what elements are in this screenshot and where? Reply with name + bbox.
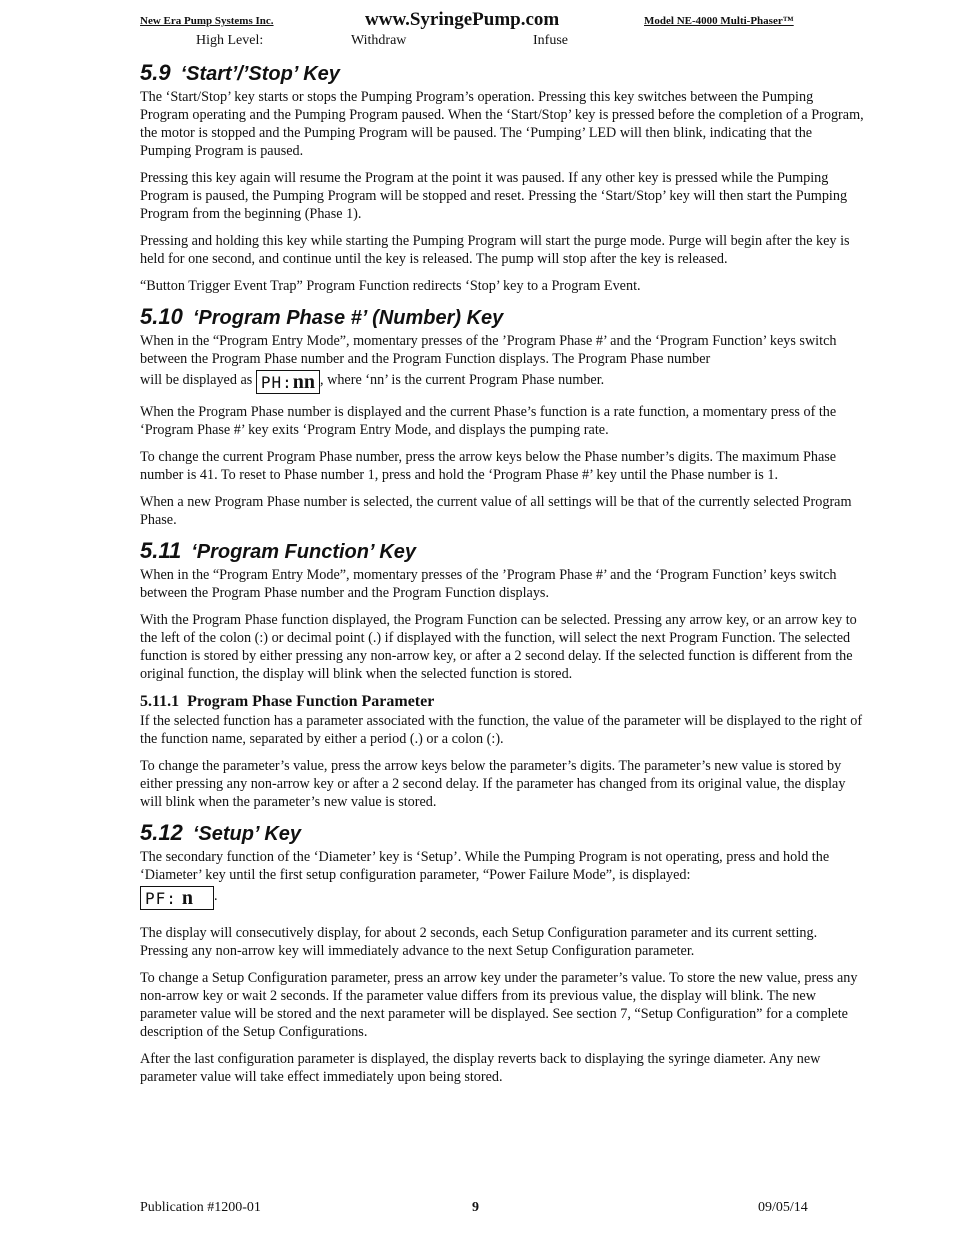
paragraph: To change a Setup Configuration parameter, press an arrow key under the parameter’s value. To store the new value, press any non-arrow key or wait 2 seconds. If the parameter value differs from its previous value, the display will blink. The new parameter value will be stored and the next parameter will be displayed. See section 7, “Setup Configuration” for a complete description of the Setup Configurations. [140, 970, 858, 1040]
section-5-10 [140, 304, 864, 529]
section-5-11 [140, 538, 864, 811]
inline-text: will be displayed as [140, 372, 253, 388]
section-title: ‘Program Phase #’ (Number) Key [192, 307, 504, 329]
section-title: ‘Program Function’ Key [191, 541, 417, 563]
lcd-display-power-failure [140, 886, 214, 910]
paragraph: The ‘Start/Stop’ key starts or stops the Pumping Program’s operation. Pressing this key switches between the Pumping Program operating and the Pumping Program paused. When the ‘Start/Stop’ key is pressed before the completion of a Program, the motor is stopped and the Pumping Program will be paused. The ‘Pumping’ LED will then blink, indicating that the Pumping Program is paused. [140, 89, 864, 159]
page-content [140, 58, 864, 1095]
section-title: ‘Start’/’Stop’ Key [180, 63, 340, 85]
header-website: www.SyringePump.com [365, 9, 560, 30]
footer-date: 09/05/14 [758, 1200, 808, 1215]
section-heading [140, 304, 864, 331]
paragraph: The display will consecutively display, for about 2 seconds, each Setup Configuration parameter and its current setting. Pressing any non-arrow key will immediately advance to the next Setup Configuration parameter. [140, 925, 818, 959]
section-number: 5.11 [140, 538, 182, 563]
paragraph: When a new Program Phase number is selected, the current value of all settings will be that of the currently selected Program Phase. [140, 494, 852, 528]
section-title: ‘Setup’ Key [192, 823, 302, 845]
subsection-heading [140, 692, 864, 712]
header-company: New Era Pump Systems Inc. [140, 15, 274, 27]
subsection-number: 5.11.1 [140, 693, 180, 710]
paragraph: To change the current Program Phase number, press the arrow keys below the Phase number’s digits. The maximum Phase number is 41. To reset to Phase number 1, press and hold the ‘Program Phase #’ key until the Phase number is 1. [140, 449, 837, 483]
paragraph: Pressing this key again will resume the Program at the point it was paused. If any other key is pressed while the Pumping Program is paused, the Pumping Program will be stopped and reset. Pressing the ‘Start/Stop’ key will then start the Pumping Program from the beginning (Phase 1). [140, 170, 848, 222]
paragraph: After the last configuration parameter is displayed, the display reverts back to displaying the syringe diameter. Any new parameter value will take effect immediately upon being stored. [140, 1051, 821, 1085]
header-high-level-label: High Level: [196, 33, 264, 48]
paragraph: When in the “Program Entry Mode”, momentary presses of the ’Program Phase #’ and the ‘Program Function’ keys switch between the Program Phase number and the Program Function displays. The Program Phase number [140, 333, 837, 367]
section-heading [140, 538, 864, 565]
section-heading [140, 820, 864, 847]
paragraph-with-display [140, 370, 864, 394]
header-infuse-label: Infuse [533, 33, 568, 48]
lcd-segment-text: PH: [260, 373, 293, 392]
footer-page-number: 9 [472, 1200, 479, 1215]
section-5-12 [140, 820, 864, 1086]
header-withdraw-label: Withdraw [351, 33, 407, 48]
inline-text: , where ‘nn’ is the current Program Phase number. [320, 372, 605, 388]
section-heading [140, 60, 864, 87]
lcd-segment-text: PF: [145, 889, 177, 908]
header-model: Model NE-4000 Multi-Phaser™ [644, 15, 794, 27]
paragraph: “Button Trigger Event Trap” Program Function redirects ‘Stop’ key to a Program Event. [140, 278, 641, 294]
paragraph: The secondary function of the ‘Diameter’ key is ‘Setup’. While the Pumping Program is not operating, press and hold the ‘Diameter’ key until the first setup configuration parameter, “Power Failure Mode”, is displayed: [140, 849, 830, 883]
section-number: 5.10 [140, 304, 183, 329]
lcd-display-phase [256, 370, 320, 394]
paragraph: When in the “Program Entry Mode”, momentary presses of the ’Program Phase #’ and the ‘Program Function’ keys switch between the Program Phase number and the Program Function displays. [140, 567, 837, 601]
section-number: 5.12 [140, 820, 183, 845]
footer-publication: Publication #1200-01 [140, 1200, 261, 1215]
section-number: 5.9 [140, 60, 171, 85]
paragraph: With the Program Phase function displayed, the Program Function can be selected. Pressing any arrow key, or an arrow key to the left of the colon (:) or decimal point (.) if displayed with the function, will select the next Program Function. The selected function is stored by either pressing any non-arrow key, or after a 2 second delay. If the selected function is different from the original function, the display will blink when the selected function is stored. [140, 612, 857, 682]
subsection-title: Program Phase Function Parameter [187, 693, 435, 710]
lcd-value: nn [292, 371, 315, 393]
paragraph: When the Program Phase number is displayed and the current Phase’s function is a rate function, a momentary press of the ‘Program Phase #’ key exits ‘Program Entry Mode, and displays the pumping rate. [140, 404, 837, 438]
paragraph: To change the parameter’s value, press the arrow keys below the parameter’s digits. The parameter’s new value is stored by either pressing any non-arrow key or after a 2 second delay. If the parameter has changed from its original value, the display will blink when the parameter’s new value is stored. [140, 758, 846, 810]
lcd-value: n [181, 887, 194, 909]
display-line [140, 886, 864, 910]
paragraph: Pressing and holding this key while starting the Pumping Program will start the purge mode. Purge will begin after the key is held for one second, and continue until the key is released. The pump will stop after the key is released. [140, 233, 850, 267]
section-5-9 [140, 60, 864, 295]
inline-text: . [214, 888, 218, 904]
paragraph: If the selected function has a parameter associated with the function, the value of the parameter will be displayed to the right of the function name, separated by either a period (.) or a colon (:). [140, 713, 863, 747]
